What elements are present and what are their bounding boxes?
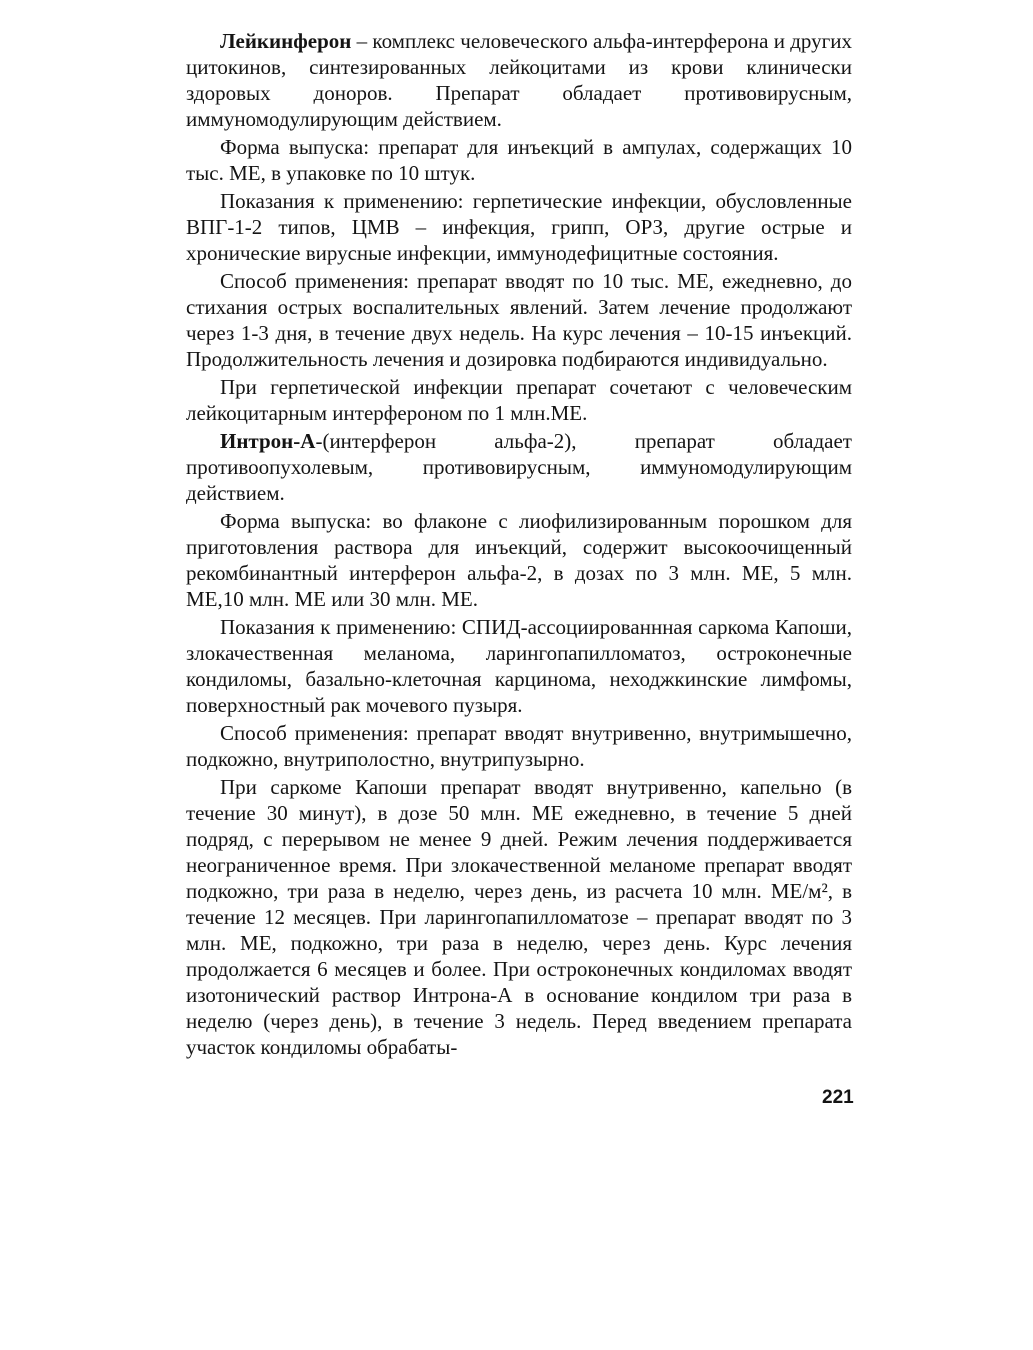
term-heading: Лейкинферон: [220, 29, 352, 53]
page-text: [186, 28, 852, 1062]
term-heading: Интрон-А: [220, 429, 316, 453]
paragraph-intron-a: [186, 428, 852, 506]
paragraph-indications: Показания к применению: герпетические инфекции, обусловленные ВПГ-1-2 типов, ЦМВ – инфекция, грипп, ОРЗ, другие острые и хронические вирусные инфекции, иммунодефицитные состояния.: [186, 189, 852, 265]
paragraph-herpes: При герпетической инфекции препарат сочетают с человеческим лейкоцитарным интерфероном по 1 млн.МЕ.: [186, 375, 852, 425]
paragraph-usage: Способ применения: препарат вводят по 10 тыс. МЕ, ежедневно, до стихания острых воспалительных явлений. Затем лечение продолжают через 1-3 дня, в течение двух недель. На курс лечения – 10-15 инъекций. Продолжительность лечения и дозировка подбираются индивидуально.: [186, 269, 852, 371]
paragraph-kaposi: При саркоме Капоши препарат вводят внутривенно, капельно (в течение 30 минут), в дозе 50 млн. МЕ ежедневно, в течение 5 дней подряд, с перерывом не менее 9 дней. Режим лечения поддерживается неограниченное время. При злокачественной меланоме препарат вводят подкожно, три раза в неделю, через день, из расчета 10 млн. МЕ/м², в течение 12 месяцев. При ларингопапилломатозе – препарат вводят по 3 млн. МЕ, подкожно, три раза в неделю, через день. Курс лечения продолжается 6 месяцев и более. При остроконечных кондиломах вводят изотонический раствор Интрона-А в основание кондилом три раза в неделю (через день), в течение 3 недель. Перед введением препарата участок кондиломы обрабаты-: [186, 775, 852, 1059]
paragraph-usage-intron: Способ применения: препарат вводят внутривенно, внутримышечно, подкожно, внутриполостно, внутрипузырно.: [186, 721, 852, 771]
paragraph-indications-intron: Показания к применению: СПИД-ассоциированнная саркома Капоши, злокачественная меланома, ларингопапилломатоз, остроконечные кондиломы, базально-клеточная карцинома, неходжкинские лимфомы, поверхностный рак мочевого пузыря.: [186, 615, 852, 717]
paragraph-release-form-intron: Форма выпуска: во флаконе с лиофилизированным порошком для приготовления раствора для инъекций, содержит высокоочищенный рекомбинантный интерферон альфа-2, в дозах по 3 млн. МЕ, 5 млн. МЕ,10 млн. МЕ или 30 млн. МЕ.: [186, 509, 852, 611]
paragraph-text: – комплекс человеческого альфа-интерферона и других цитокинов, синтезированных лейкоцитами из крови клинически здоровых доноров. Препарат обладает противовирусным, иммуномодулирующим действием.: [186, 29, 852, 131]
paragraph-leukinferon: [186, 28, 852, 132]
page-number: 221: [822, 1087, 854, 1108]
paragraph-text: -(интерферон альфа-2), препарат обладает противоопухолевым, противовирусным, иммуномодулирующим действием.: [186, 429, 852, 505]
paragraph-release-form: Форма выпуска: препарат для инъекций в ампулах, содержащих 10 тыс. МЕ, в упаковке по 10 штук.: [186, 135, 852, 185]
